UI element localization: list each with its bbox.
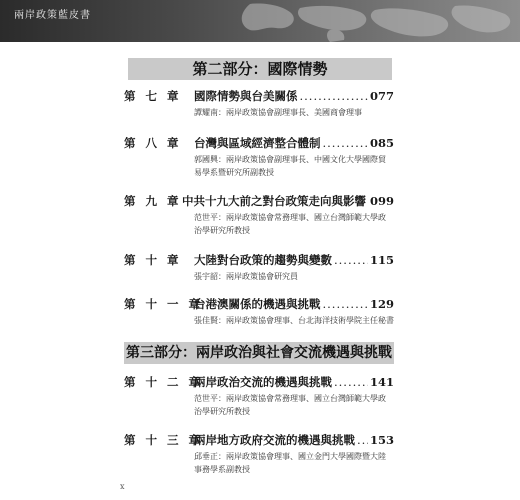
toc-entry-chapter-11[interactable]: [124, 296, 394, 327]
chapter-author: [194, 106, 394, 119]
toc-entry-chapter-9[interactable]: [124, 193, 394, 237]
chapter-title: 大陸對台政策的趨勢與變數: [194, 253, 332, 267]
toc-entry-chapter-10[interactable]: [124, 252, 394, 283]
chapter-number: 第 十 一 章: [124, 297, 204, 311]
dot-leader: [334, 375, 368, 389]
chapter-number: 第 十 章: [124, 253, 182, 267]
dot-leader: [323, 297, 368, 311]
chapter-title: 兩岸地方政府交流的機遇與挑戰: [194, 433, 355, 447]
author-line: 張佳賢：兩岸政策協會理事、台北海洋技術學院主任秘書: [194, 316, 394, 325]
chapter-author: [194, 392, 394, 418]
header-band: [0, 0, 520, 42]
section-heading-international: 第二部分：國際情勢: [128, 58, 392, 80]
toc-entry-chapter-12[interactable]: [124, 374, 394, 418]
author-line: 治學研究所教授: [194, 407, 250, 416]
chapter-author: [194, 211, 394, 237]
chapter-page: 077: [369, 89, 394, 103]
chapter-author: [194, 153, 394, 179]
author-line: 事務學系副教授: [194, 465, 250, 474]
chapter-title: 國際情勢與台美關係: [194, 89, 298, 103]
dot-leader: [323, 136, 368, 150]
author-line: 范世平：兩岸政策協會常務理事、國立台灣師範大學政: [194, 213, 386, 222]
author-line: 治學研究所教授: [194, 226, 250, 235]
chapter-page: 085: [369, 136, 394, 150]
toc-entry-chapter-8[interactable]: [124, 135, 394, 179]
chapter-title: 兩岸政治交流的機遇與挑戰: [194, 375, 332, 389]
author-line: 郭國興：兩岸政策協會副理事長、中國文化大學國際貿: [194, 155, 386, 164]
chapter-number: 第 九 章: [124, 194, 182, 208]
author-line: 范世平：兩岸政策協會常務理事、國立台灣師範大學政: [194, 394, 386, 403]
author-line: 譚耀南：兩岸政策協會副理事長、美國商會理事: [194, 108, 362, 117]
chapter-page: 099: [369, 194, 394, 208]
chapter-title: 台灣與區域經濟整合體制: [194, 136, 321, 150]
chapter-page: 115: [369, 253, 394, 267]
chapter-page: 141: [369, 375, 394, 389]
dot-leader: [334, 253, 368, 267]
toc-entry-chapter-7[interactable]: [124, 88, 394, 119]
chapter-page: 129: [369, 297, 394, 311]
chapter-author: [194, 314, 394, 327]
chapter-number: 第 八 章: [124, 136, 182, 150]
page-number: x: [120, 482, 125, 491]
book-title: 兩岸政策藍皮書: [14, 10, 91, 21]
dot-leader: [357, 433, 368, 447]
chapter-title: 中共十九大前之對台政策走向與影響: [181, 194, 366, 208]
chapter-author: [194, 450, 394, 476]
toc-entry-chapter-13[interactable]: [124, 432, 394, 476]
chapter-number: 第 七 章: [124, 89, 182, 103]
author-line: 易學系暨研究所副教授: [194, 168, 274, 177]
chapter-number: 第 十 三 章: [124, 433, 204, 447]
section-heading-cross-strait: 第三部分：兩岸政治與社會交流機遇與挑戰: [124, 342, 394, 364]
dot-leader: [300, 89, 368, 103]
chapter-title: 台港澳關係的機遇與挑戰: [194, 297, 321, 311]
author-line: 邱垂正：兩岸政策協會理事、國立金門大學國際暨大陸: [194, 452, 386, 461]
chapter-number: 第 十 二 章: [124, 375, 204, 389]
chapter-page: 153: [369, 433, 394, 447]
chapter-author: [194, 270, 394, 283]
author-line: 張宇韶：兩岸政策協會研究員: [194, 272, 298, 281]
